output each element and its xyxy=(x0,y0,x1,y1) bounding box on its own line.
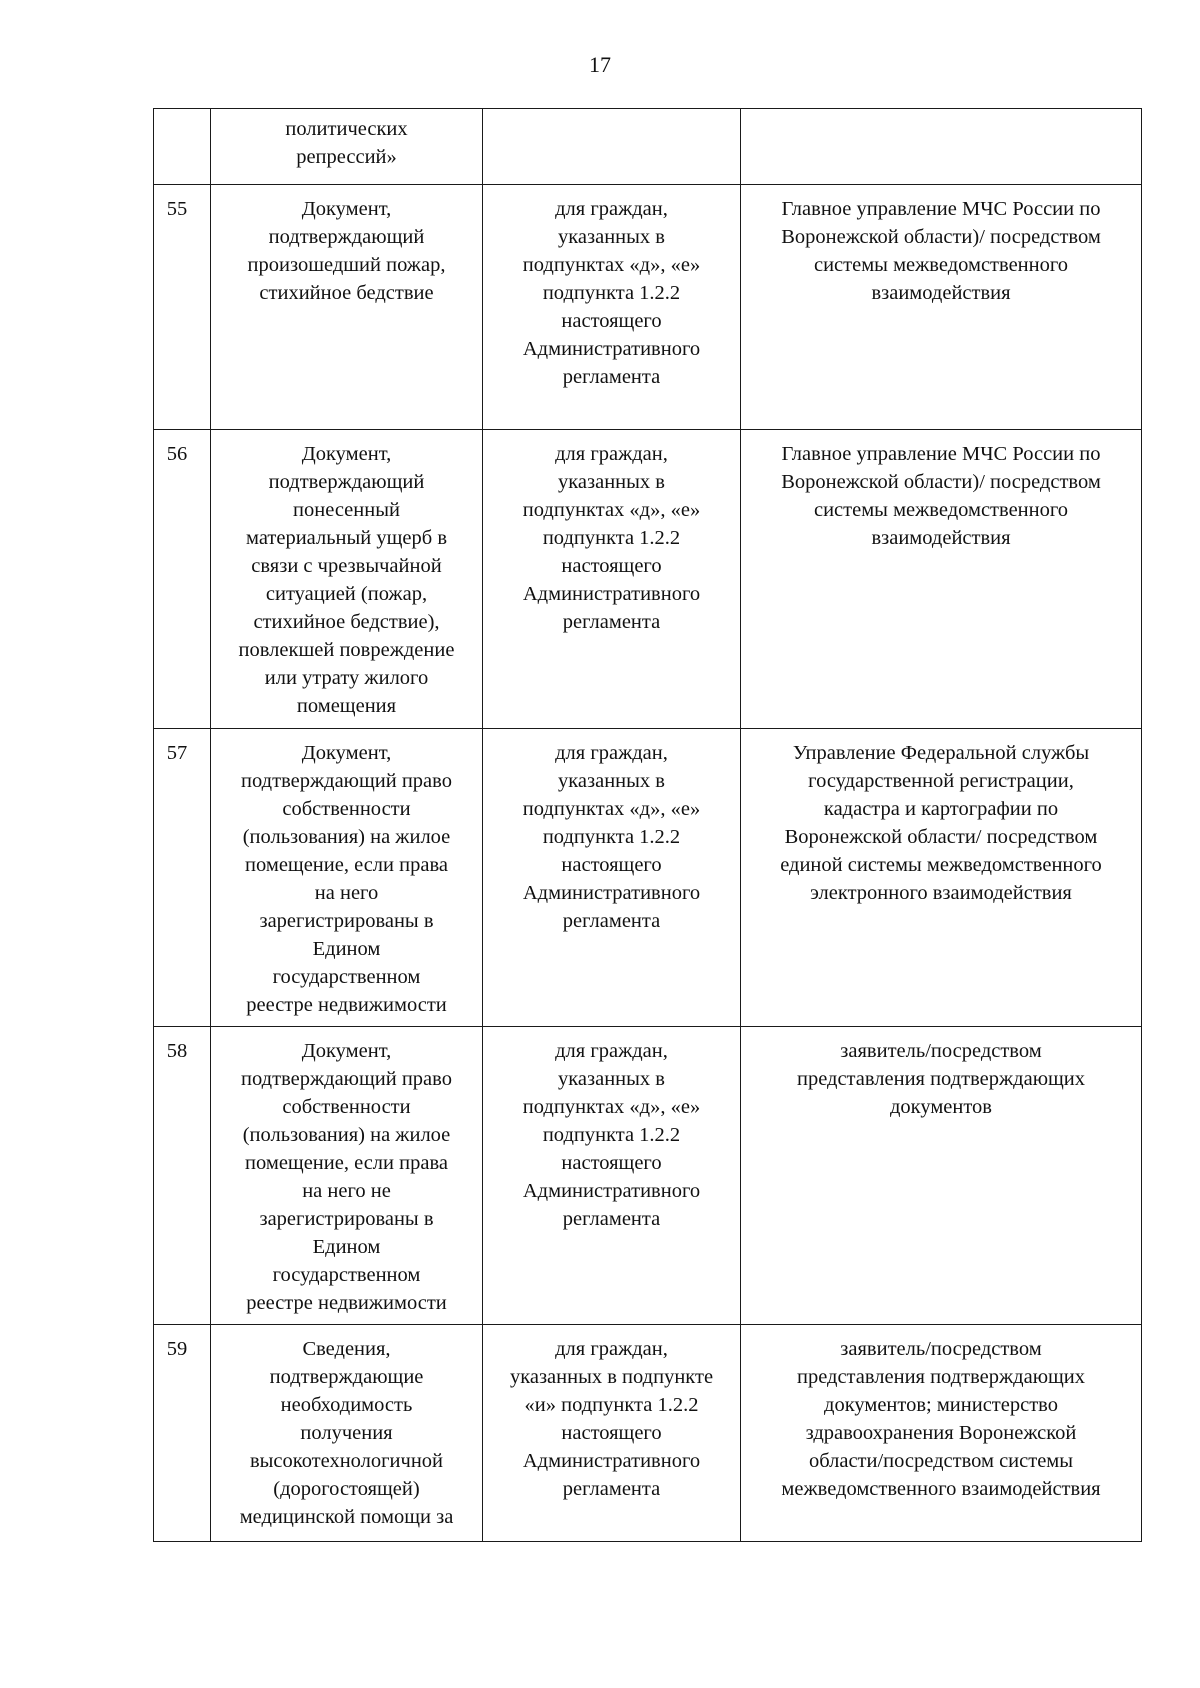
applicant-category: для граждан, указанных в подпунктах «д», «е» подпункта 1.2.2 настоящего Административного регламента xyxy=(483,185,741,430)
row-number: 56 xyxy=(154,430,211,729)
page-number: 17 xyxy=(589,52,611,77)
document-name: Сведения, подтверждающие необходимость получения высокотехнологичной (дорогостоящей) медицинской помощи за xyxy=(211,1325,483,1542)
table-row xyxy=(154,109,1142,185)
table-row xyxy=(154,1325,1142,1542)
applicant-category: для граждан, указанных в подпункте «и» подпункта 1.2.2 настоящего Административного регламента xyxy=(483,1325,741,1542)
applicant-category: для граждан, указанных в подпунктах «д», «е» подпункта 1.2.2 настоящего Административного регламента xyxy=(483,729,741,1027)
row-number xyxy=(154,109,211,185)
table-row xyxy=(154,1027,1142,1325)
source-of-document xyxy=(741,109,1142,185)
source-of-document: Управление Федеральной службы государственной регистрации, кадастра и картографии по Воронежской области/ посредством единой системы межведомственного электронного взаимодействия xyxy=(741,729,1142,1027)
document-name: Документ, подтверждающий право собственности (пользования) на жилое помещение, если права на него зарегистрированы в Едином государственном реестре недвижимости xyxy=(211,729,483,1027)
row-number: 58 xyxy=(154,1027,211,1325)
table-row xyxy=(154,185,1142,430)
row-number: 55 xyxy=(154,185,211,430)
row-number: 59 xyxy=(154,1325,211,1542)
applicant-category: для граждан, указанных в подпунктах «д», «е» подпункта 1.2.2 настоящего Административного регламента xyxy=(483,430,741,729)
document-name: Документ, подтверждающий понесенный материальный ущерб в связи с чрезвычайной ситуацией (пожар, стихийное бедствие), повлекшей повреждение или утрату жилого помещения xyxy=(211,430,483,729)
source-of-document: Главное управление МЧС России по Воронежской области)/ посредством системы межведомственного взаимодействия xyxy=(741,430,1142,729)
documents-table xyxy=(153,108,1142,1542)
table-row xyxy=(154,430,1142,729)
document-name: Документ, подтверждающий произошедший пожар, стихийное бедствие xyxy=(211,185,483,430)
source-of-document: заявитель/посредством представления подтверждающих документов; министерство здравоохранения Воронежской области/посредством системы межведомственного взаимодействия xyxy=(741,1325,1142,1542)
applicant-category: для граждан, указанных в подпунктах «д», «е» подпункта 1.2.2 настоящего Административного регламента xyxy=(483,1027,741,1325)
applicant-category xyxy=(483,109,741,185)
document-name: Документ, подтверждающий право собственности (пользования) на жилое помещение, если права на него не зарегистрированы в Едином государственном реестре недвижимости xyxy=(211,1027,483,1325)
table-row xyxy=(154,729,1142,1027)
row-number: 57 xyxy=(154,729,211,1027)
source-of-document: Главное управление МЧС России по Воронежской области)/ посредством системы межведомственного взаимодействия xyxy=(741,185,1142,430)
source-of-document: заявитель/посредством представления подтверждающих документов xyxy=(741,1027,1142,1325)
document-name: политических репрессий» xyxy=(211,109,483,185)
